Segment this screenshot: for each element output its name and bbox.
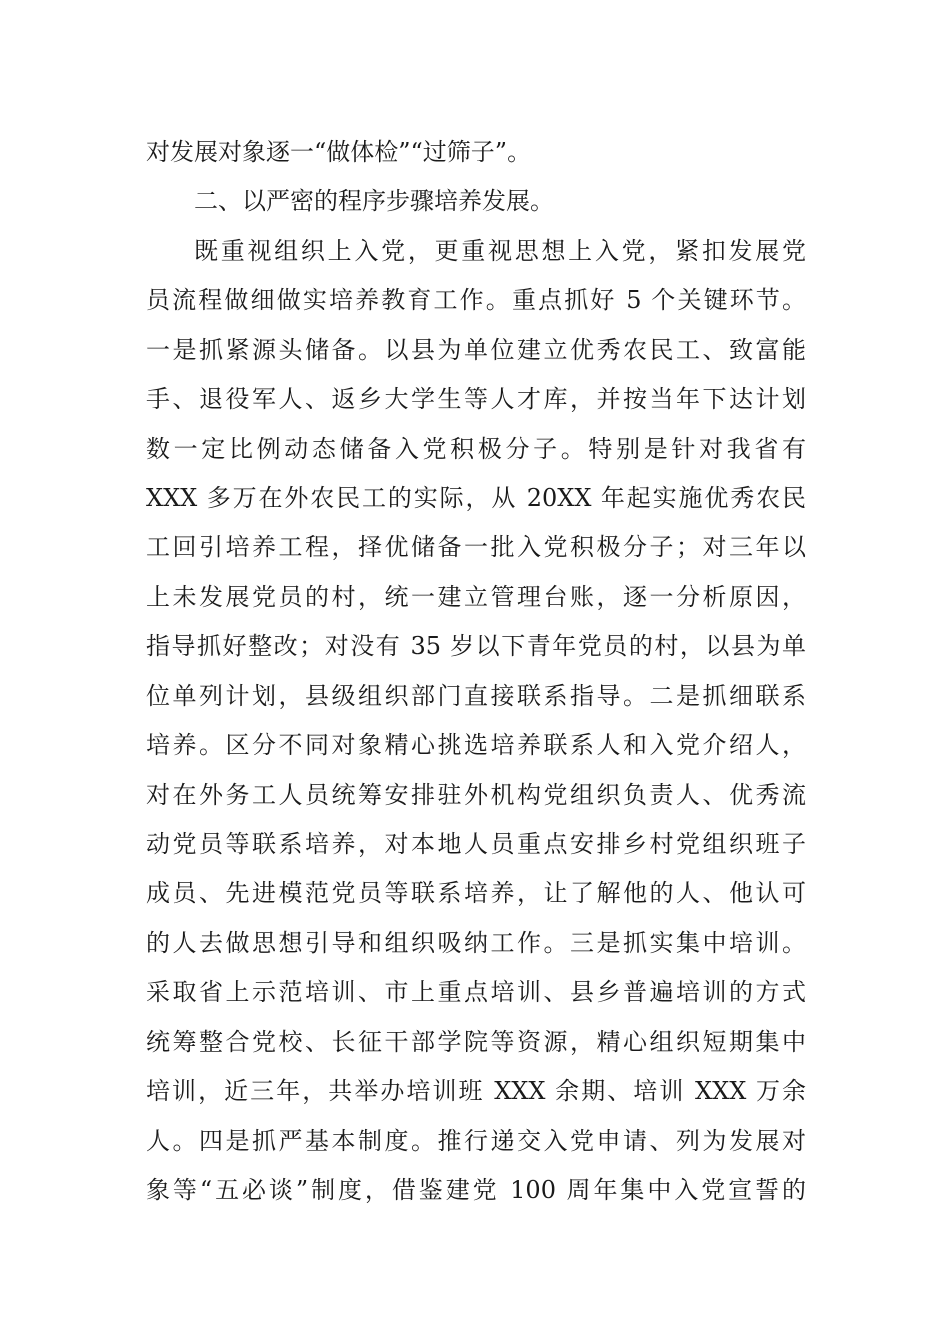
text-line: 指导抓好整改；对没有 35 岁以下青年党员的村，以县为单 [146,632,806,660]
text-line: 一是抓紧源头储备。以县为单位建立优秀农民工、致富能 [146,336,806,364]
text-line: 员流程做细做实培养教育工作。重点抓好 5 个关键环节。 [146,286,806,314]
text-line: 既重视组织上入党，更重视思想上入党，紧扣发展党 [194,237,806,265]
text-line: 统筹整合党校、长征干部学院等资源，精心组织短期集中 [146,1028,806,1056]
text-line: 对发展对象逐一“做体检”“过筛子”。 [146,138,532,166]
text-line: 的人去做思想引导和组织吸纳工作。三是抓实集中培训。 [146,929,806,957]
section-heading: 二、以严密的程序步骤培养发展。 [194,187,554,215]
text-line: 对在外务工人员统筹安排驻外机构党组织负责人、优秀流 [146,781,806,809]
text-line: XXX 多万在外农民工的实际，从 20XX 年起实施优秀农民 [146,484,806,512]
text-line: 数一定比例动态储备入党积极分子。特别是针对我省有 [146,435,806,463]
text-line: 成员、先进模范党员等联系培养，让了解他的人、他认可 [146,879,806,907]
text-line: 培训，近三年，共举办培训班 XXX 余期、培训 XXX 万余 [146,1077,806,1105]
text-line: 工回引培养工程，择优储备一批入党积极分子；对三年以 [146,533,806,561]
text-line: 象等“五必谈”制度，借鉴建党 100 周年集中入党宣誓的 [146,1176,806,1204]
text-line: 位单列计划，县级组织部门直接联系指导。二是抓细联系 [146,682,806,710]
text-line: 手、退役军人、返乡大学生等人才库，并按当年下达计划 [146,385,806,413]
text-line: 人。四是抓严基本制度。推行递交入党申请、列为发展对 [146,1127,806,1155]
text-line: 采取省上示范培训、市上重点培训、县乡普遍培训的方式 [146,978,806,1006]
text-line: 上未发展党员的村，统一建立管理台账，逐一分析原因， [146,583,806,611]
text-line: 动党员等联系培养，对本地人员重点安排乡村党组织班子 [146,830,806,858]
text-line: 培养。区分不同对象精心挑选培养联系人和入党介绍人， [146,731,806,759]
